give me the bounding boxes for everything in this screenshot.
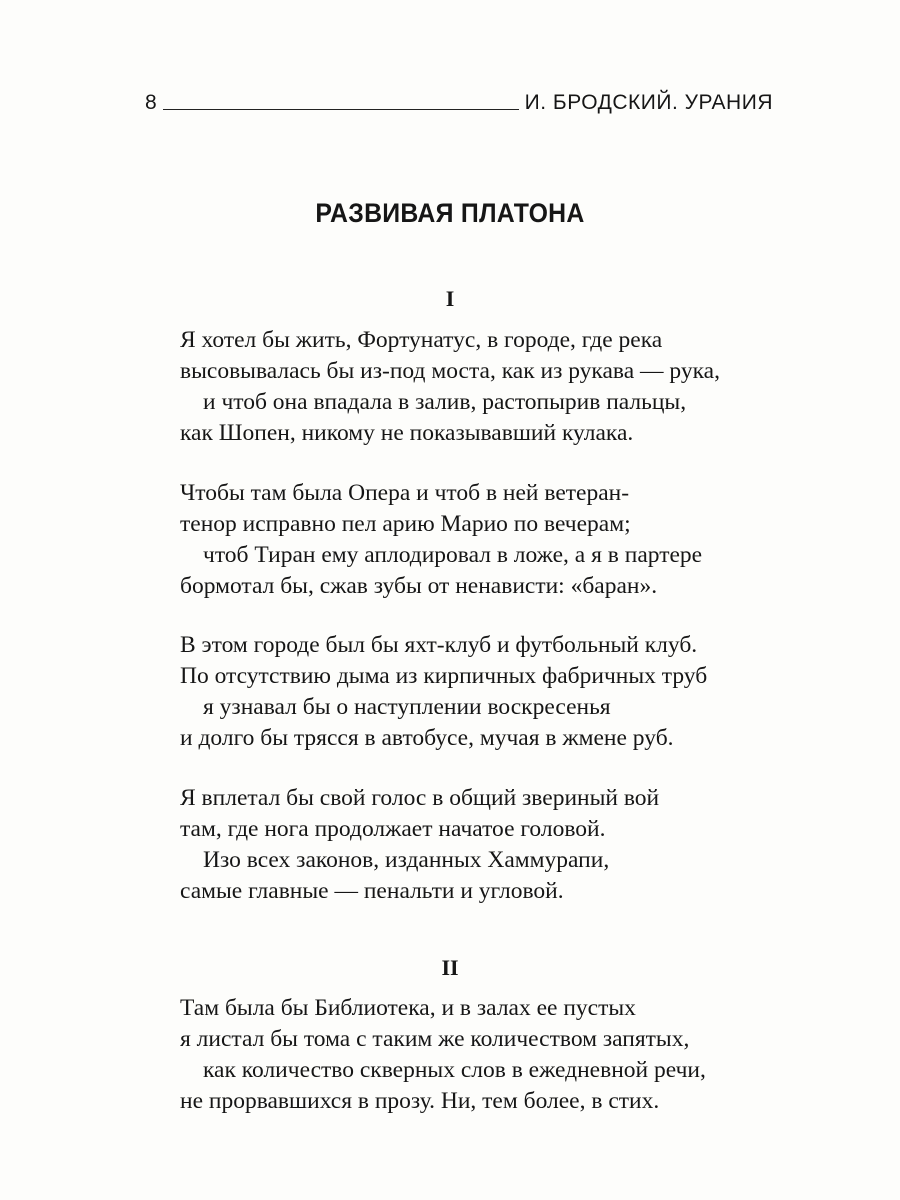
section-numeral-1: I: [445, 286, 455, 311]
running-title: И. БРОДСКИЙ. УРАНИЯ: [524, 91, 773, 114]
poem-title: РАЗВИВАЯ ПЛАТОНА: [315, 198, 585, 228]
stanza-1-3: [180, 630, 800, 754]
verse-line: тенор исправно пел арию Марио по вечерам;: [180, 511, 631, 537]
verse-line: Чтобы там была Опера и чтоб в ней ветеран-: [180, 480, 630, 506]
verse-line: самые главные — пенальти и угловой.: [180, 878, 564, 904]
verse-line: и долго бы трясся в автобусе, мучая в жмене руб.: [180, 725, 674, 751]
verse-line: чтоб Тиран ему аплодировал в ложе, а я в партере: [203, 542, 703, 568]
page-number: 8: [145, 91, 158, 114]
verse-line: Я вплетал бы свой голос в общий звериный вой: [180, 785, 660, 811]
verse-line: я узнавал бы о наступлении воскресенья: [203, 694, 611, 720]
verse-line: как Шопен, никому не показывавший кулака.: [180, 420, 634, 446]
verse-line: высовывалась бы из-под моста, как из рукава — рука,: [180, 358, 720, 384]
verse-line: там, где нога продолжает начатое головой.: [180, 816, 606, 842]
stanza-2-1: [180, 993, 800, 1117]
verse-line: и чтоб она впадала в залив, растопырив пальцы,: [203, 389, 687, 415]
running-header: [145, 84, 773, 114]
verse-line: Изо всех законов, изданных Хаммурапи,: [203, 847, 610, 873]
header-rule: [163, 109, 518, 110]
verse-line: Я хотел бы жить, Фортунатус, в городе, где река: [180, 327, 663, 353]
section-numeral-2: II: [441, 955, 459, 980]
verse-line: В этом городе был бы яхт-клуб и футбольный клуб.: [180, 632, 698, 658]
verse-line: я листал бы тома с таким же количеством запятых,: [180, 1026, 690, 1052]
verse-line: как количество скверных слов в ежедневной речи,: [203, 1057, 706, 1083]
verse-line: По отсутствию дыма из кирпичных фабричных труб: [180, 663, 708, 689]
verse-line: бормотал бы, сжав зубы от ненависти: «баран».: [180, 573, 658, 599]
verse-line: не прорвавшихся в прозу. Ни, тем более, в стих.: [180, 1088, 660, 1114]
stanza-1-2: [180, 478, 800, 602]
stanza-1-4: [180, 783, 800, 907]
verse-line: Там была бы Библиотека, и в залах ее пустых: [180, 995, 636, 1021]
stanza-1-1: [180, 325, 800, 449]
